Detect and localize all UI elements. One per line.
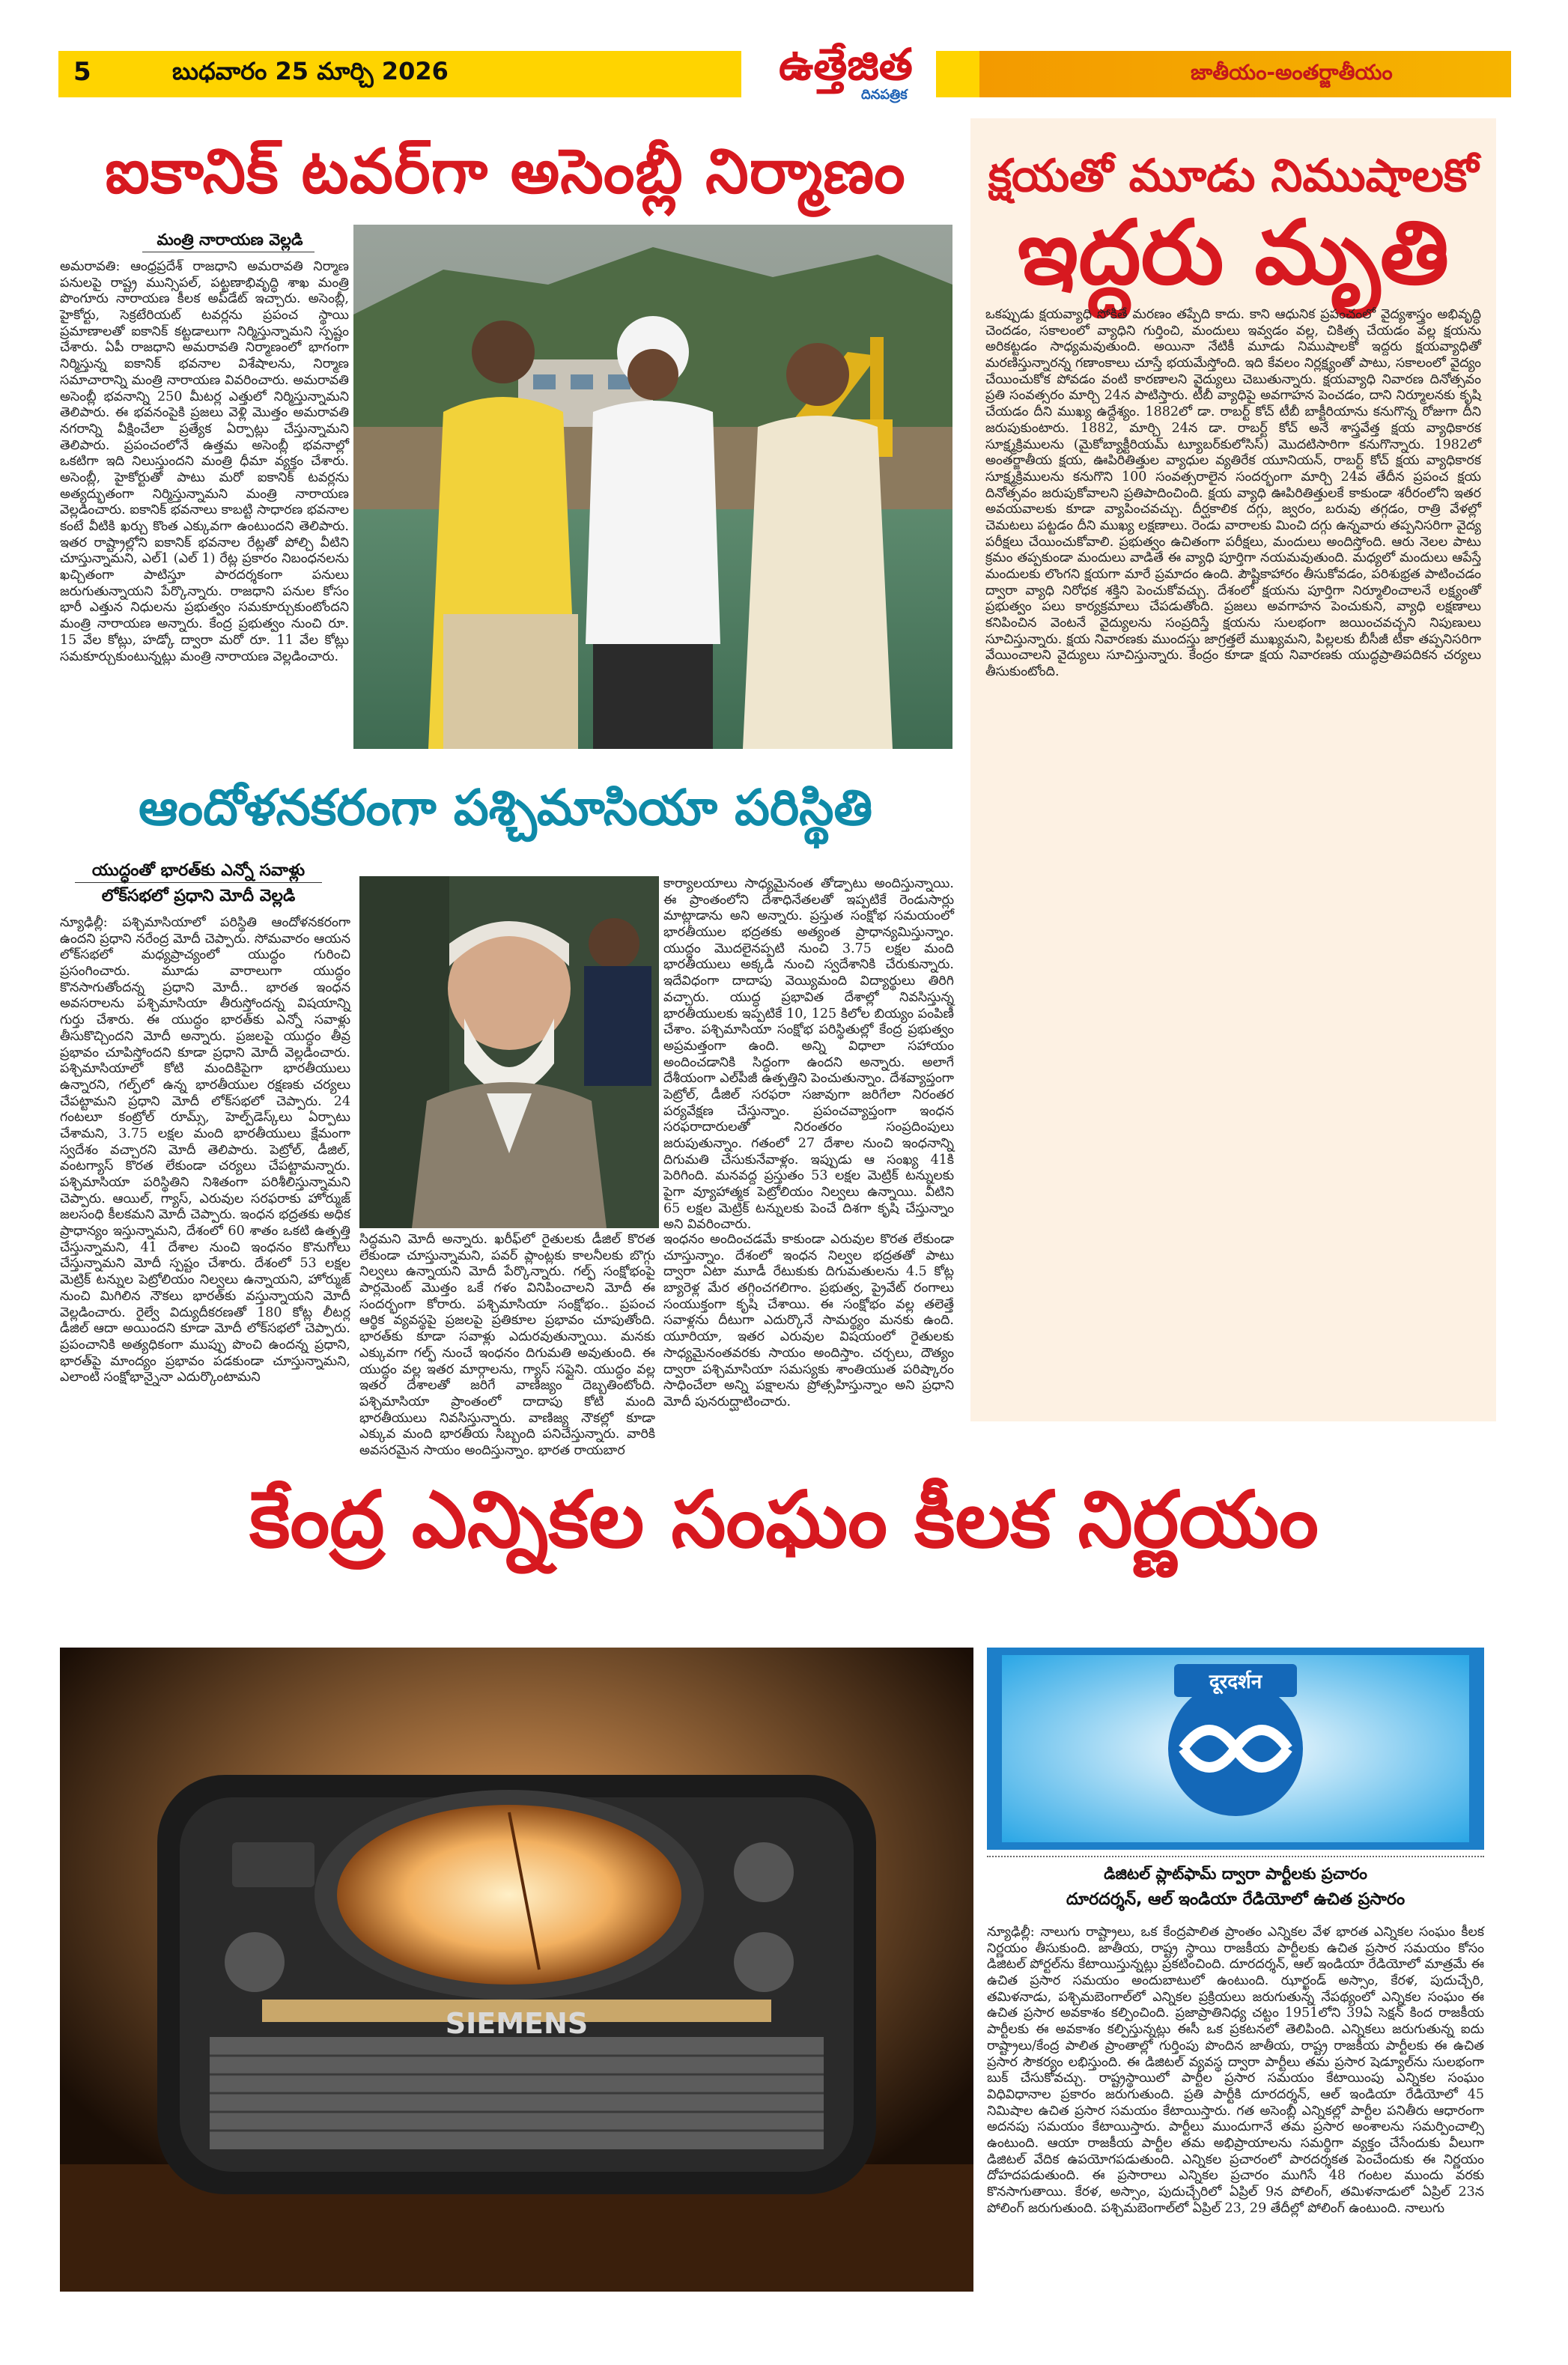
story2-subhead-2: లోక్‌సభలో ప్రధాని మోదీ వెల్లడి <box>101 887 296 905</box>
ministers-site-visit-image <box>353 225 952 749</box>
story2-column-2b: సిద్ధమని మోదీ అన్నారు. ఖరీఫ్‌లో రైతులకు డీజిల్ కొరత లేకుండా చూస్తున్నామని, పవర్ ప్లాంట్లకు కాలనీలకు బొగ్గు నిల్వలు ఉన్నాయని మోదీ పేర్కొన్నారు. గల్ఫ్ సంక్షోభంపై పార్లమెంట్ మొత్తం ఒకే గళం వినిపించాలని మోదీ ఈ సందర్భంగా కోరారు. పశ్చిమాసియా సంక్షోభం.. ప్రపంచ ఆర్థిక వ్యవస్థపై ప్రజలపై ప్రతికూల ప్రభావం చూపుతోంది. భారత్‌కు కూడా సవాళ్లు ఎదురవుతున్నాయి. మనకు ఎక్కువగా గల్ఫ్ నుంచే ఇంధనం దిగుమతి అవుతుంది. ఈ యుద్ధం వల్ల ఇతర మార్గాలను, గ్యాస్ సప్లైని. యుద్ధం వల్ల ఇతర దేశాలతో జరిగే వాణిజ్యం దెబ్బతింటోంది. పశ్చిమాసియా ప్రాంతంలో దాదాపు కోటి మంది భారతీయులు నివసిస్తున్నారు. వాణిజ్య నౌకల్లో కూడా ఎక్కువ మంది భారతీయ సిబ్బంది పనిచేస్తున్నారు. వారికి అవసరమైన సాయం అందిస్తున్నాం. భారత రాయబార <box>359 1232 655 1458</box>
story2-column-1: న్యూఢిల్లీ: పశ్చిమాసియాలో పరిస్థితి ఆందోళనకరంగా ఉందని ప్రధాని నరేంద్ర మోదీ చెప్పారు. సోమవారం ఆయన లోక్‌సభలో మధ్యప్రాచ్యంలో యుద్ధం గురించి ప్రసంగించారు. మూడు వారాలుగా యుద్ధం కొనసాగుతోందన్న ప్రధాని మోదీ.. భారత ఇంధన అవసరాలను పశ్చిమాసియా తీరుస్తోందన్న విషయాన్ని గుర్తు చేశారు. ఈ యుద్ధం భారత్‌కు ఎన్నో సవాళ్లు తీసుకొచ్చిందని మోదీ అన్నారు. ప్రజలపై యుద్ధం తీవ్ర ప్రభావం చూపిస్తోందని కూడా ప్రధాని మోదీ వెల్లడించారు. పశ్చిమాసియాలో కోటి మందికిపైగా భారతీయులు ఉన్నారని, గల్ఫ్‌లో ఉన్న భారతీయుల రక్షణకు చర్యలు చేపట్టామని ప్రధాని మోదీ లోక్‌సభలో చెప్పారు. 24 గంటలూ కంట్రోల్ రూమ్స్, హెల్ప్‌డెస్క్‌లు ఏర్పాటు చేశామని, 3.75 లక్షల మంది భారతీయులు క్షేమంగా స్వదేశం వచ్చారని మోదీ తెలిపారు. పెట్రోల్, డీజిల్, వంటగ్యాస్ కొరత లేకుండా చర్యలు చేపట్టామన్నారు. పశ్చిమాసియా పరిస్థితిని నిశితంగా పరిశీలిస్తున్నామని చెప్పారు. ఆయిల్, గ్యాస్, ఎరువుల సరఫరాకు హోర్ముజ్ జలసంధి కీలకమని మోదీ చెప్పారు. ఇంధన భద్రతకు అధిక ప్రాధాన్యం ఇస్తున్నామని, దేశంలో 60 శాతం ఒకటి ఉత్పత్తి చేస్తున్నామని, 41 దేశాల నుంచి ఇంధనం కొనుగోలు చేస్తున్నామని మోదీ స్పష్టం చేశారు. దేశంలో 53 లక్షల మెట్రిక్ టన్నుల పెట్రోలియం నిల్వలు ఉన్నాయని, హోర్ముజ్ నుంచి మిగిలిన నౌకలు భారత్‌కు వస్తున్నాయని మోదీ వెల్లడించారు. రైల్వే విద్యుదీకరణతో 180 కోట్ల లీటర్ల డీజిల్ ఆదా అయిందని కూడా మోదీ లోక్‌సభలో చెప్పారు. ప్రపంచానికి అత్యధికంగా ముప్పు పొంచి ఉందన్న ప్రధాని, భారత్‌పై మాంద్యం ప్రభావం పడకుండా చూస్తున్నామని, ఎలాంటి సంక్షోభాన్నైనా ఎదుర్కొంటామని <box>60 915 350 1385</box>
story3-caption-2: దూరదర్శన్, ఆల్ ఇండియా రేడియోలో ఉచిత ప్రసారం <box>1066 1890 1406 1909</box>
issue-date: బుధవారం 25 మార్చి 2026 <box>172 57 449 85</box>
sidebar-headline-main: ఇద్దరు మృతి <box>1017 201 1450 304</box>
story1-headline: ఐకానిక్ టవర్‌గా అసెంబ్లీ నిర్మాణం <box>105 136 906 207</box>
story2-column-2a: కార్యాలయాలు సాధ్యమైనంత తోడ్పాటు అందిస్తున్నాయి. ఈ ప్రాంతంలోని దేశాధినేతలతో ఇప్పటికే రెండుసార్లు మాట్లాడాను అని అన్నారు. ప్రస్తుత సంక్షోభ సమయంలో భారతీయుల భద్రతకు అత్యంత ప్రాధాన్యమిస్తున్నాం. యుద్ధం మొదలైనప్పటి నుంచి 3.75 లక్షల మంది భారతీయులు అక్కడి నుంచి స్వదేశానికి చేరుకున్నారు. ఇదేవిధంగా దాదాపు వెయ్యిమంది విద్యార్థులు తిరిగి వచ్చారు. యుద్ధ ప్రభావిత దేశాల్లో నివసిస్తున్న భారతీయులకు ఇప్పటికే 10, 125 కిలోల బియ్యం పంపిణీ చేశాం. పశ్చిమాసియా సంక్షోభ పరిస్థితుల్లో కేంద్ర ప్రభుత్వం అప్రమత్తంగా ఉంది. అన్ని విధాలా సహాయం అందించడానికి సిద్ధంగా ఉందని అన్నారు. అలాగే దేశీయంగా ఎల్‌పీజీ ఉత్పత్తిని పెంచుతున్నాం. దేశవ్యాప్తంగా పెట్రోల్, డీజిల్ సరఫరా సజావుగా జరిగేలా నిరంతర పర్యవేక్షణ చేస్తున్నాం. ప్రపంచవ్యాప్తంగా ఇంధన సరఫరాదారులతో నిరంతరం సంప్రదింపులు జరుపుతున్నాం. గతంలో 27 దేశాల నుంచి ఇంధనాన్ని దిగుమతి చేసుకునేవాళ్లం. ఇప్పుడు ఆ సంఖ్య 41కి పెరిగింది. మనవద్ద ప్రస్తుతం 53 లక్షల మెట్రిక్ టన్నులకు పైగా వ్యూహాత్మక పెట్రోలియం నిల్వలు ఉన్నాయి. వీటిని 65 లక్షల మెట్రిక్ టన్నులకు పెంచే దిశగా కృషి చేస్తున్నాం అని వివరించారు. <box>663 876 954 1233</box>
story2-photo <box>359 876 659 1228</box>
newspaper-logo-sub: దినపత్రిక <box>861 87 908 103</box>
story1-body: అమరావతి: ఆంధ్రప్రదేశ్ రాజధాని అమరావతి నిర్మాణ పనులపై రాష్ట్ర మున్సిపల్, పట్టణాభివృద్ధి శాఖ మంత్రి పొంగూరు నారాయణ కీలక అప్‌డేట్ ఇచ్చారు. అసెంబ్లీ, హైకోర్టు, సెక్రటేరియట్ టవర్లను ప్రపంచ స్థాయి ప్రమాణాలతో ఐకానిక్ కట్టడాలుగా నిర్మిస్తున్నామని స్పష్టం చేశారు. ఏపీ రాజధాని అమరావతి నిర్మాణంలో భాగంగా నిర్మిస్తున్న ఐకానిక్ భవనాల విశేషాలను, నిర్మాణ సమాచారాన్ని మంత్రి నారాయణ వివరించారు. అమరావతి అసెంబ్లీ భవనాన్ని 250 మీటర్ల ఎత్తులో నిర్మిస్తున్నామని తెలిపారు. ఈ భవనంపైకి ప్రజలు వెళ్లి మొత్తం అమరావతి నగరాన్ని వీక్షించేలా ప్రత్యేక ఏర్పాట్లు చేస్తున్నామని తెలిపారు. ప్రపంచంలోనే ఉత్తమ అసెంబ్లీ భవనాల్లో ఒకటిగా ఇది నిలుస్తుందని మంత్రి ధీమా వ్యక్తం చేశారు. అసెంబ్లీ, హైకోర్టుతో పాటు మరో ఐకానిక్ టవర్లను అత్యద్భుతంగా నిర్మిస్తున్నామని మంత్రి నారాయణ వెల్లడించారు. ఐకానిక్ భవనాలు కాబట్టి సాధారణ భవనాల కంటే వీటికి ఖర్చు కొంత ఎక్కువగా ఉంటుందని తెలిపారు. ఇతర రాష్ట్రాల్లోని ఐకానిక్ భవనాల రేట్లతో పోల్చి వీటిని చూస్తున్నామని, ఎల్‌1 (ఎల్‌ 1) రేట్ల ప్రకారం నిబంధనలను ఖచ్చితంగా పాటిస్తూ పారదర్శకంగా పనులు జరుగుతున్నాయని పేర్కొన్నారు. రాజధాని పనుల కోసం భారీ ఎత్తున నిధులను ప్రభుత్వం సమకూర్చుకుంటోందని మంత్రి నారాయణ అన్నారు. కేంద్ర ప్రభుత్వం నుంచి రూ. 15 వేల కోట్లు, హడ్కో ద్వారా మరో రూ. 11 వేల కోట్లు సమకూర్చుకుంటున్నట్లు మంత్రి నారాయణ వెల్లడించారు. <box>60 259 349 664</box>
story3-caption: డిజిటల్ ప్లాట్‌ఫామ్ ద్వారా పార్టీలకు ప్రచారం <box>1104 1865 1367 1883</box>
doordarshan-logo-text: दूरदर्शन <box>1209 1671 1262 1693</box>
story3-headline: కేంద్ర ఎన్నికల సంఘం కీలక నిర్ణయం <box>249 1474 1319 1565</box>
page-number: 5 <box>73 57 91 87</box>
caption-divider <box>987 1856 1484 1859</box>
pm-modi-image <box>359 876 659 1228</box>
doordarshan-logo-image <box>987 1648 1484 1850</box>
story1-photo <box>353 225 952 749</box>
story2-subhead: యుద్ధంతో భారత్‌కు ఎన్నో సవాళ్లు <box>91 861 306 880</box>
subhead-rule <box>75 882 322 883</box>
story2-headline: ఆందోళనకరంగా పశ్చిమాసియా పరిస్థితి <box>138 779 873 837</box>
story3-radio-photo <box>60 1648 973 2292</box>
section-label: జాతీయం-అంతర్జాతీయం <box>1191 60 1393 85</box>
sidebar-headline-top: క్షయతో మూడు నిముషాలకో <box>988 150 1479 202</box>
story3-body: న్యూఢిల్లీ: నాలుగు రాష్ట్రాలు, ఒక కేంద్రపాలిత ప్రాంతం ఎన్నికల వేళ భారత ఎన్నికల సంఘం కీలక నిర్ణయం తీసుకుంది. జాతీయ, రాష్ట్ర స్థాయి రాజకీయ పార్టీలకు ఉచిత ప్రసార సమయం కోసం డిజిటల్ పోర్టల్‌ను కేటాయిస్తున్నట్లు ప్రకటించింది. దూరదర్శన్, ఆల్ ఇండియా రేడియోలో మాత్రమే ఈ ఉచిత ప్రసార సమయం అందుబాటులో ఉంటుంది. ఝార్ఖండ్ అస్సాం, కేరళ, పుదుచ్చేరి, తమిళనాడు, పశ్చిమబెంగాల్‌లో ఎన్నికల ప్రక్రియలు జరుగుతున్న నేపథ్యంలో ఎన్నికల సంఘం ఈ ఉచిత ప్రసార అవకాశం కల్పించింది. ప్రజాప్రాతినిధ్య చట్టం 1951లోని 39ఏ సెక్షన్ కింద రాజకీయ పార్టీలకు ఈ అవకాశం కల్పిస్తున్నట్లు ఈసీ ఒక ప్రకటనలో తెలిపింది. ఎన్నికలు జరుగుతున్న ఐదు రాష్ట్రాలు/కేంద్ర పాలిత ప్రాంతాల్లో గుర్తింపు పొందిన జాతీయ, రాష్ట్ర రాజకీయ పార్టీలకు ఈ ఉచిత ప్రసార సౌకర్యం లభిస్తుంది. ఈ డిజిటల్ వ్యవస్థ ద్వారా పార్టీలు తమ ప్రసార షెడ్యూల్‌ను సులభంగా బుక్ చేసుకోవచ్చు. రాష్ట్రస్థాయిలో పార్టీల ప్రసార సమయం కేటాయింపు ఎన్నికల సంఘం విధివిధానాల ప్రకారం జరుగుతుంది. ప్రతి పార్టీకి దూరదర్శన్, ఆల్ ఇండియా రేడియోలో 45 నిమిషాల ఉచిత ప్రసార సమయం కేటాయిస్తారు. గత అసెంబ్లీ ఎన్నికల్లో పార్టీల పనితీరు ఆధారంగా అదనపు సమయం కేటాయిస్తారు. పార్టీలు ముందుగానే తమ ప్రసార అంశాలను సమర్పించాల్సి ఉంటుంది. ఆయా రాజకీయ పార్టీల తమ అభిప్రాయాలను సమర్థిగా వ్యక్తం చేసేందుకు వీలుగా డిజిటల్ వేదిక ఉపయోగపడుతుంది. ఎన్నికల ప్రచారంలో పారదర్శకత పెంచేందుకు ఈ నిర్ణయం దోహదపడుతుంది. ఈ ప్రసారాలు ఎన్నికల ప్రచారం ముగిసే 48 గంటల ముందు వరకు కొనసాగుతాయి. కేరళ, అస్సాం, పుదుచ్చేరిలో ఏప్రిల్ 9న పోలింగ్, తమిళనాడులో ఏప్రిల్ 23న పోలింగ్ జరుగుతుంది. పశ్చిమబెంగాల్‌లో ఏప్రిల్ 23, 29 తేదీల్లో పోలింగ్ ఉంటుంది. నాలుగు <box>987 1925 1484 2216</box>
doordarshan-logo <box>987 1648 1484 1850</box>
newspaper-logo: ఉత్తేజిత <box>779 39 913 90</box>
story2-column-2c: ఇంధనం అందించడమే కాకుండా ఎరువుల కొరత లేకుండా చూస్తున్నాం. దేశంలో ఇంధన నిల్వల భద్రతతో పాటు ద్వారా ఏటా మూడీ రేటుకుకు దిగుమతులను 4.5 కోట్ల బ్యారెళ్ల మేర తగ్గించగలిగాం. ప్రభుత్వ, ప్రైవేట్ రంగాలు సంయుక్తంగా కృషి చేశాయి. ఈ సంక్షోభం వల్ల తలెత్తే సవాళ్లను దీటుగా ఎదుర్కొనే సామర్థ్యం మనకు ఉంది. యూరియా, ఇతర ఎరువుల విషయంలో రైతులకు సాధ్యమైనంతవరకు సాయం అందిస్తాం. చర్చలు, దౌత్యం ద్వారా పశ్చిమాసియా సమస్యకు శాంతియుత పరిష్కారం సాధించేలా అన్ని పక్షాలను ప్రోత్సహిస్తున్నాం అని ప్రధాని మోదీ పునరుద్ఘాటించారు. <box>663 1232 954 1409</box>
sidebar-body: ఒకప్పుడు క్షయవ్యాధి సోకితే మరణం తప్పేది కాదు. కాని ఆధునిక ప్రపంచంలో వైద్యశాస్త్రం అభివృద్ధి చెందడం, సకాలంలో వ్యాధిని గుర్తించి, మందులు ఇవ్వడం వల్ల, చికిత్స చేయడం వల్ల క్షయను అరికట్టడం సాధ్యమవుతుంది. అయినా నేటికీ మూడు నిముషాలకో ఇద్దరు క్షయవ్యాధితో మరణిస్తున్నారన్న గణాంకాలు చూస్తే భయమేస్తోంది. ఇది కేవలం నిర్లక్ష్యంతో పాటు, సకాలంలో వైద్యం చేయించుకోక పోవడం వంటి కారణాలని వైద్యులు చెబుతున్నారు. క్షయవ్యాధి నివారణ దినోత్సవం ప్రతి సంవత్సరం మార్చి 24న పాటిస్తారు. టీబీ వ్యాధిపై అవగాహన పెంచడం, దాని నిర్మూలనకు కృషి చేయడం దీని ముఖ్య ఉద్దేశ్యం. 1882లో డా. రాబర్ట్ కోచ్ టీబీ బాక్టీరియాను కనుగొన్న రోజుగా దీని జరుపుకుంటారు. 1882, మార్చి 24న డా. రాబర్ట్ కోచ్ అనే శాస్త్రవేత్త క్షయ వ్యాధికారక సూక్ష్మక్రిములను (మైకోబ్యాక్టీరియమ్ ట్యూబర్‌కులోసిస్) మొదటిసారిగా కనుగొన్నారు. 1982లో అంతర్జాతీయ క్షయ, ఊపిరితిత్తుల వ్యాధుల వ్యతిరేక యూనియన్, రాబర్ట్ కోచ్ క్షయ వ్యాధికారక సూక్ష్మక్రిములను కనుగొని 100 సంవత్సరాలైన సందర్భంగా మార్చి 24వ తేదీన ప్రపంచ క్షయ దినోత్సవం జరుపుకోవాలని ప్రతిపాదించింది. క్షయ వ్యాధి ఊపిరితిత్తులకే కాకుండా శరీరంలోని ఇతర అవయవాలకు కూడా వ్యాపించవచ్చు. దీర్ఘకాలిక దగ్గు, జ్వరం, బరువు తగ్గడం, రాత్రి వేళల్లో చెమటలు పట్టడం దీని ముఖ్య లక్షణాలు. రెండు వారాలకు మించి దగ్గు ఉన్నవారు తప్పనిసరిగా వైద్య పరీక్షలు చేయించుకోవాలి. ప్రభుత్వం ఉచితంగా పరీక్షలు, మందులు అందిస్తోంది. ఆరు నెలల పాటు క్రమం తప్పకుండా మందులు వాడితే ఈ వ్యాధి పూర్తిగా నయమవుతుంది. మధ్యలో మందులు ఆపేస్తే మందులకు లొంగని క్షయగా మారే ప్రమాదం ఉంది. పౌష్టికాహారం తీసుకోవడం, పరిశుభ్రత పాటించడం ద్వారా వ్యాధి నిరోధక శక్తిని పెంచుకోవచ్చు. దేశంలో క్షయను పూర్తిగా నిర్మూలించాలనే లక్ష్యంతో ప్రభుత్వం పలు కార్యక్రమాలు చేపడుతోంది. ప్రజలు అవగాహన పెంచుకుని, వ్యాధి లక్షణాలు కనిపించిన వెంటనే వైద్యులను సంప్రదిస్తే క్షయను సులభంగా జయించవచ్చని నిపుణులు సూచిస్తున్నారు. క్షయ నివారణకు ముందస్తు జాగ్రత్తలే ముఖ్యమని, పిల్లలకు బీసీజీ టీకా తప్పనిసరిగా వేయించాలని వైద్యులు సూచిస్తున్నారు. కేంద్రం కూడా క్షయ నివారణకు యుద్ధప్రాతిపదికన చర్యలు తీసుకుంటోంది. <box>985 307 1481 680</box>
radio-brand-text: SIEMENS <box>445 2007 589 2040</box>
story1-byline: మంత్రి నారాయణ వెల్లడి <box>157 231 303 249</box>
vintage-radio-image <box>60 1648 973 2292</box>
